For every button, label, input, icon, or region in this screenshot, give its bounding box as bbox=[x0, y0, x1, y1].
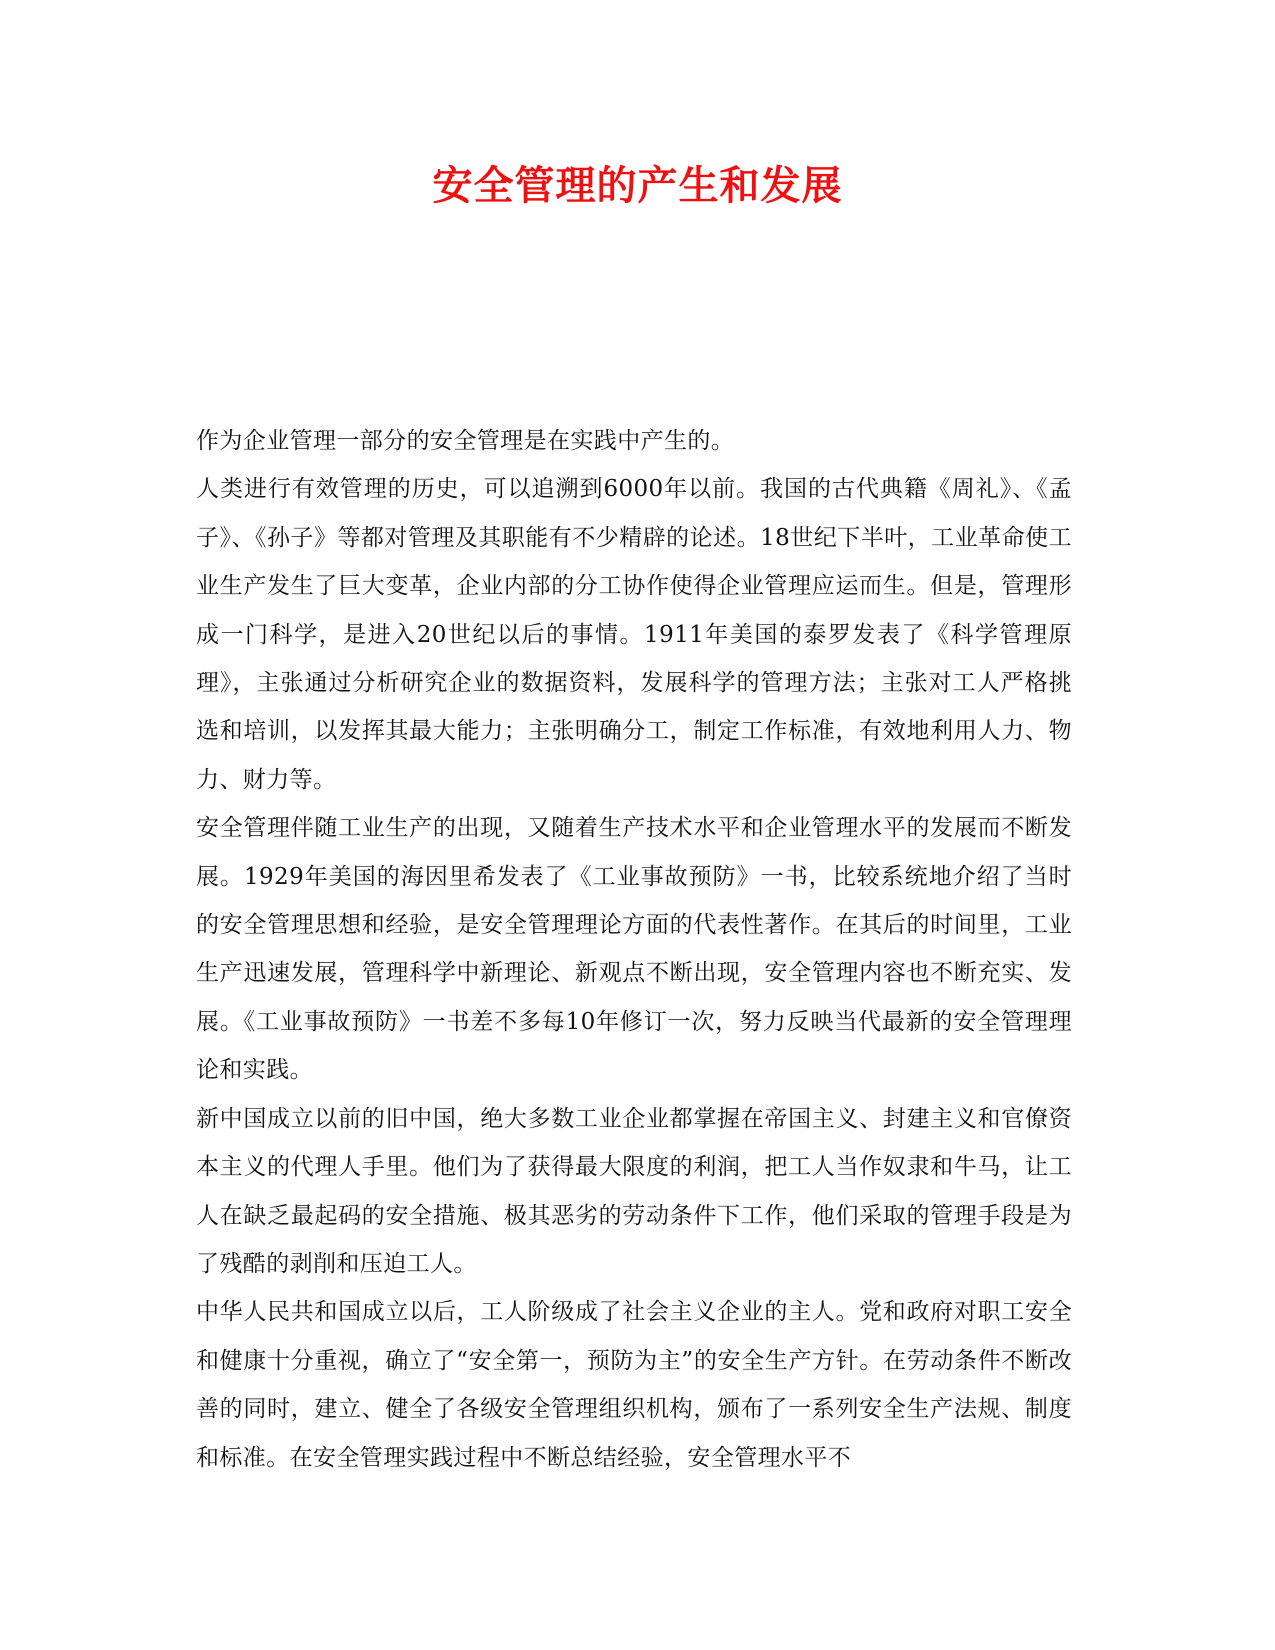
paragraph-5: 中华人民共和国成立以后，工人阶级成了社会主义企业的主人。党和政府对职工安全和健康十分重视，确立了“安全第一，预防为主”的安全生产方针。在劳动条件不断改善的同时，建立、健全了各级安全管理组织机构，颁布了一系列安全生产法规、制度和标准。在安全管理实践过程中不断总结经验，安全管理水平不 bbox=[196, 1299, 1072, 1471]
paragraph-2: 人类进行有效管理的历史，可以追溯到6000年以前。我国的古代典籍《周礼》、《孟子》、《孙子》等都对管理及其职能有不少精辟的论述。18世纪下半叶，工业革命使工业生产发生了巨大变革，企业内部的分工协作使得企业管理应运而生。但是，管理形成一门科学，是进入20世纪以后的事情。1911年美国的泰罗发表了《科学管理原理》，主张通过分析研究企业的数据资料，发展科学的管理方法；主张对工人严格挑选和培训，以发挥其最大能力；主张明确分工，制定工作标准，有效地利用人力、物力、财力等。 bbox=[196, 476, 1072, 793]
document-body bbox=[196, 417, 1072, 1482]
paragraph-3: 安全管理伴随工业生产的出现，又随着生产技术水平和企业管理水平的发展而不断发展。1929年美国的海因里希发表了《工业事故预防》一书，比较系统地介绍了当时的安全管理思想和经验，是安全管理理论方面的代表性著作。在其后的时间里，工业生产迅速发展，管理科学中新理论、新观点不断出现，安全管理内容也不断充实、发展。《工业事故预防》一书差不多每10年修订一次，努力反映当代最新的安全管理理论和实践。 bbox=[196, 815, 1072, 1084]
paragraph-4: 新中国成立以前的旧中国，绝大多数工业企业都掌握在帝国主义、封建主义和官僚资本主义的代理人手里。他们为了获得最大限度的利润，把工人当作奴隶和牛马，让工人在缺乏最起码的安全措施、极其恶劣的劳动条件下工作，他们采取的管理手段是为了残酷的剥削和压迫工人。 bbox=[196, 1105, 1072, 1277]
document-title: 安全管理的产生和发展 bbox=[432, 162, 843, 209]
paragraph-1: 作为企业管理一部分的安全管理是在实践中产生的。 bbox=[196, 428, 735, 454]
